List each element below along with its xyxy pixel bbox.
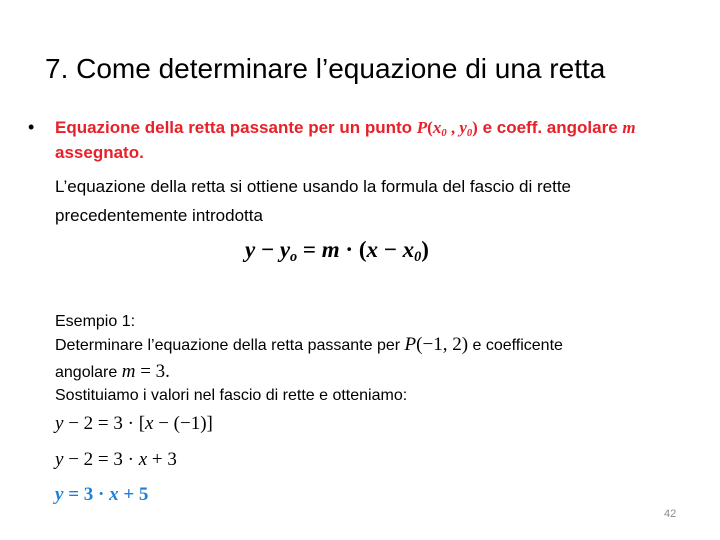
example-line1-text: Determinare l’equazione della retta passante per: [55, 337, 405, 354]
example-point-coords: (−1, 2): [416, 334, 469, 355]
step1-rest: − 2 = 3 · [: [63, 413, 146, 434]
bullet-marker: •: [28, 117, 35, 137]
formula-y: y: [245, 237, 256, 262]
step2-rest: − 2 = 3 ·: [63, 449, 139, 470]
heading-text-a: Equazione della retta passante per un punto: [55, 118, 417, 137]
step1-end: − (−1)]: [153, 413, 213, 434]
example-label: Esempio 1:: [55, 313, 136, 330]
point-slope-formula: [245, 236, 429, 264]
step3-end: + 5: [118, 484, 149, 505]
y0-var: y: [459, 118, 467, 137]
step3-y: y: [55, 484, 64, 505]
example-point-name: P: [404, 334, 417, 355]
step2-end: + 3: [147, 449, 177, 470]
formula-dot: · (: [339, 237, 367, 262]
point-separator: ,: [446, 118, 460, 137]
formula-x0-sub: 0: [414, 248, 422, 265]
x0-sub: 0: [441, 127, 447, 139]
point-close-paren: ): [472, 118, 478, 137]
step1-y: y: [55, 413, 64, 434]
equation-step-1: [55, 412, 213, 436]
formula-y0-var: y: [279, 237, 291, 262]
equation-step-2: [55, 448, 177, 472]
heading-line-2: assegnato.: [55, 143, 144, 162]
example-line-2: [55, 361, 170, 384]
equation-result: [55, 483, 148, 507]
formula-close: ): [421, 237, 429, 262]
example-line-3: Sostituiamo i valori nel fascio di rette e otteniamo:: [55, 387, 408, 404]
example-line2-text: angolare: [55, 364, 122, 381]
page-number: 42: [664, 508, 677, 520]
example-slope-var: m: [121, 361, 136, 382]
formula-minus: −: [255, 237, 280, 262]
formula-y0-sub: o: [290, 248, 298, 265]
point-name: P: [416, 118, 428, 137]
x0-var: x: [432, 118, 442, 137]
step2-y: y: [55, 449, 64, 470]
slide-title: 7. Come determinare l’equazione di una retta: [45, 53, 606, 84]
intro-line-1: L’equazione della retta si ottiene usando la formula del fascio di rette: [55, 177, 571, 196]
formula-x: x: [366, 237, 379, 262]
intro-line-2: precedentemente introdotta: [55, 206, 263, 225]
example-line-1: [55, 334, 563, 357]
example-slope-value: = 3.: [135, 361, 170, 382]
formula-m: m: [321, 237, 340, 262]
heading-text-b: e coeff. angolare: [477, 118, 623, 137]
step3-rest: = 3 ·: [63, 484, 110, 505]
step3-x: x: [109, 484, 119, 505]
y0-sub: 0: [466, 127, 473, 139]
formula-x0-var: x: [402, 237, 415, 262]
formula-minus-2: −: [378, 237, 403, 262]
step1-x: x: [145, 413, 154, 434]
heading-line-1: [55, 117, 636, 139]
point-open-paren: (: [427, 118, 433, 137]
formula-equals: =: [297, 237, 322, 262]
slope-var: m: [622, 118, 636, 137]
example-line1-tail: e coefficente: [468, 337, 563, 354]
step2-x: x: [138, 449, 148, 470]
